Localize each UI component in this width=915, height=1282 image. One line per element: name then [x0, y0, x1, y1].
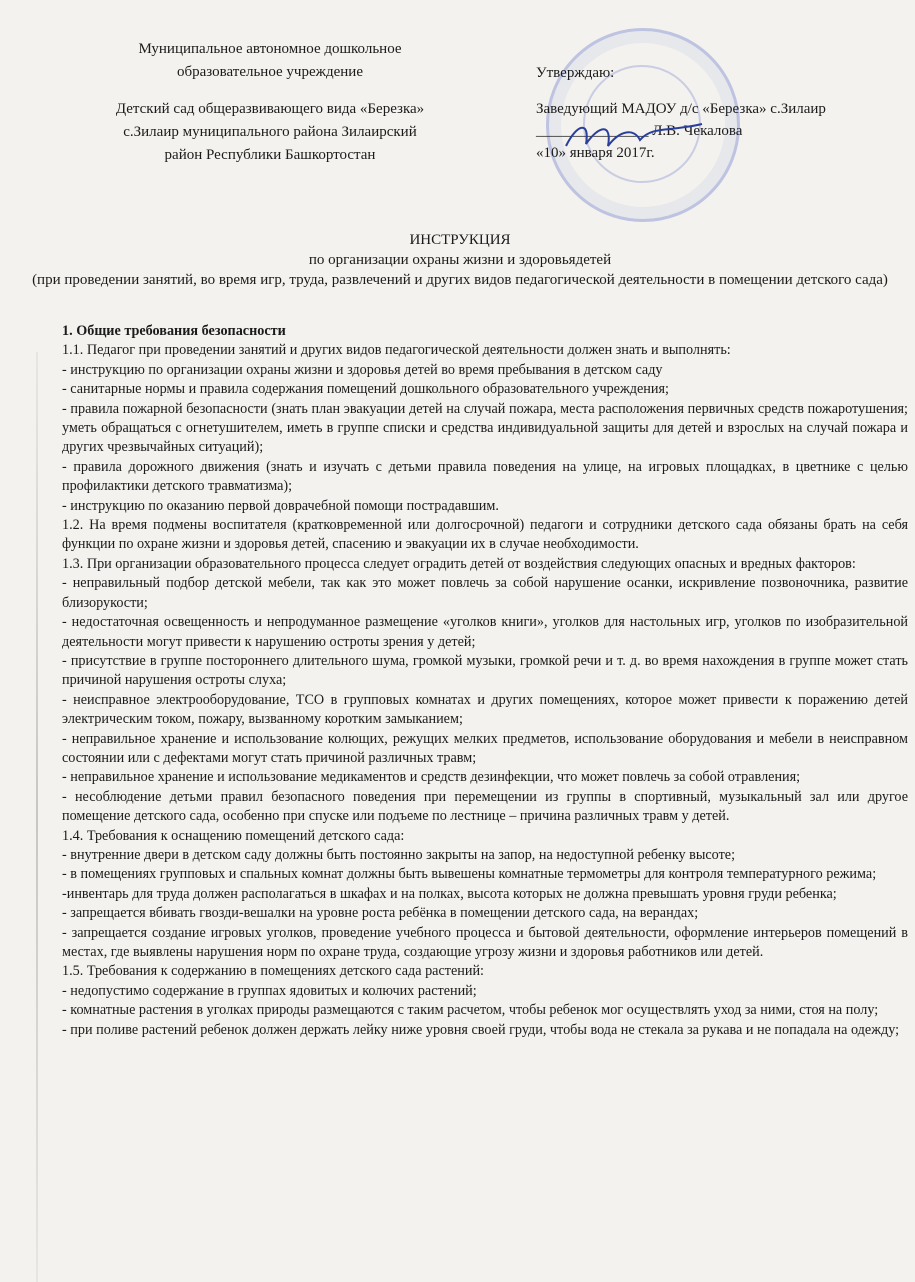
paragraph: - неправильное хранение и использование колющих, режущих мелких предметов, использование оборудования и мебели в неисправном состоянии или с дефектами могут стать причиной различных травм;	[62, 730, 908, 766]
paragraph: 1.2. На время подмены воспитателя (кратковременной или долгосрочной) педагоги и сотрудники детского сада обязаны брать на себя функции по охране жизни и здоровья детей, спасению и эвакуации их в случае необходимости.	[62, 517, 908, 553]
approval-date: «10» января 2017г.	[536, 145, 655, 161]
paragraph: - несоблюдение детьми правил безопасного поведения при перемещении из группы в спортивный, музыкальный зал или другое помещение детского сада, особенно при спуске или подъеме по лестнице – причина различных травм у детей.	[62, 788, 908, 825]
document-subtitle: по организации охраны жизни и здоровьядетей	[308, 252, 612, 268]
page-edge-shadow	[36, 352, 38, 1282]
document-title: ИНСТРУКЦИЯ	[409, 232, 511, 248]
paragraph: - инструкцию по оказанию первой доврачебной помощи пострадавшим.	[62, 497, 499, 514]
paragraph: 1.1. Педагог при проведении занятий и других видов педагогической деятельности должен знать и выполнять:	[62, 342, 731, 359]
paragraph: - присутствие в группе постороннего длительного шума, громкой музыки, громкой речи и т. д. во время нахождения в группе может стать причиной нарушения остроты слуха;	[62, 652, 908, 689]
paragraph: - недостаточная освещенность и непродуманное размещение «уголков книги», уголков для настольных игр, уголков по изобразительной деятельности могут привести к нарушению остроты зрения у детей;	[62, 614, 908, 650]
paragraph: - неисправное электрооборудование, ТСО в групповых комнатах и других помещениях, которое может привести к поражению детей электрическим током, пожару, вызванному коротким замыканием;	[62, 691, 908, 728]
paragraph: - при поливе растений ребенок должен держать лейку ниже уровня своей груди, чтобы вода не стекала за рукава и не попадала на одежду;	[62, 1021, 900, 1038]
paragraph: - неправильный подбор детской мебели, так как это может повлечь за собой нарушение осанки, искривление позвоночника, развитие близорукости;	[62, 575, 908, 611]
handwritten-signature	[560, 116, 710, 156]
organization-header	[60, 38, 480, 167]
paragraph: - правила пожарной безопасности (знать план эвакуации детей на случай пожара, места расположения первичных средств пожаротушения; уметь обращаться с огнетушителем, иметь в группе списки и средства индивидуальной защиты для детей и взрослых на случай пожара и других чрезвычайных ситуаций);	[62, 400, 908, 456]
paragraph: - запрещается вбивать гвозди-вешалки на уровне роста ребёнка в помещении детского сада, на верандах;	[62, 905, 699, 922]
document-scope: (при проведении занятий, во время игр, труда, развлечений и других видов педагогической деятельности в помещении детского сада)	[32, 272, 888, 288]
org-line-5: район Республики Башкортостан	[164, 147, 376, 163]
document-title-block	[30, 230, 890, 290]
paragraph: - санитарные нормы и правила содержания помещений дошкольного образовательного учреждения;	[62, 381, 669, 398]
paragraph: - комнатные растения в уголках природы размещаются с таким расчетом, чтобы ребенок мог осуществлять уход за ними, стоя на полу;	[62, 1002, 879, 1019]
org-line-1: Муниципальное автономное дошкольное	[138, 41, 402, 57]
approver-signature-line: _______________ Л.В. Чекалова	[536, 123, 743, 139]
org-line-4: с.Зилаир муниципального района Зилаирский	[123, 124, 417, 140]
paragraph: - правила дорожного движения (знать и изучать с детьми правила поведения на улице, на игровых площадках, в цветнике с целью профилактики детского травматизма);	[62, 458, 908, 495]
org-line-2: образовательное учреждение	[176, 64, 363, 80]
org-line-3: Детский сад общеразвивающего вида «Березка»	[115, 101, 425, 117]
paragraph: 1.5. Требования к содержанию в помещениях детского сада растений:	[62, 963, 484, 980]
approve-label: Утверждаю:	[536, 65, 615, 81]
paragraph: - внутренние двери в детском саду должны быть постоянно закрыты на запор, на недоступной ребенку высоте;	[62, 846, 736, 863]
paragraph: 1.4. Требования к оснащению помещений детского сада:	[62, 827, 405, 844]
approver-position: Заведующий МАДОУ д/с «Березка» с.Зилаир	[536, 101, 826, 117]
document-body	[62, 322, 908, 1040]
paragraph: 1.3. При организации образовательного процесса следует оградить детей от воздействия следующих опасных и вредных факторов:	[62, 555, 856, 572]
paragraph: -инвентарь для труда должен располагаться в шкафах и на полках, высота которых не должна превышать уровня груди ребенка;	[62, 885, 837, 902]
paragraph: - инструкцию по организации охраны жизни и здоровья детей во время пребывания в детском саду	[62, 361, 663, 378]
section-heading: 1. Общие требования безопасности	[62, 323, 286, 339]
paragraph: - в помещениях групповых и спальных комнат должны быть вывешены комнатные термометры для контроля температурного режима;	[62, 866, 877, 883]
paragraph: - недопустимо содержание в группах ядовитых и колючих растений;	[62, 982, 477, 999]
paragraph: - запрещается создание игровых уголков, проведение учебного процесса и бытовой деятельности, оформление интерьеров помещений в местах, где выявлены нарушения норм по охране труда, создающие угрозу жизни и здоровья работников или детей.	[62, 924, 908, 960]
paragraph: - неправильное хранение и использование медикаментов и средств дезинфекции, что может повлечь за собой отравления;	[62, 769, 801, 786]
